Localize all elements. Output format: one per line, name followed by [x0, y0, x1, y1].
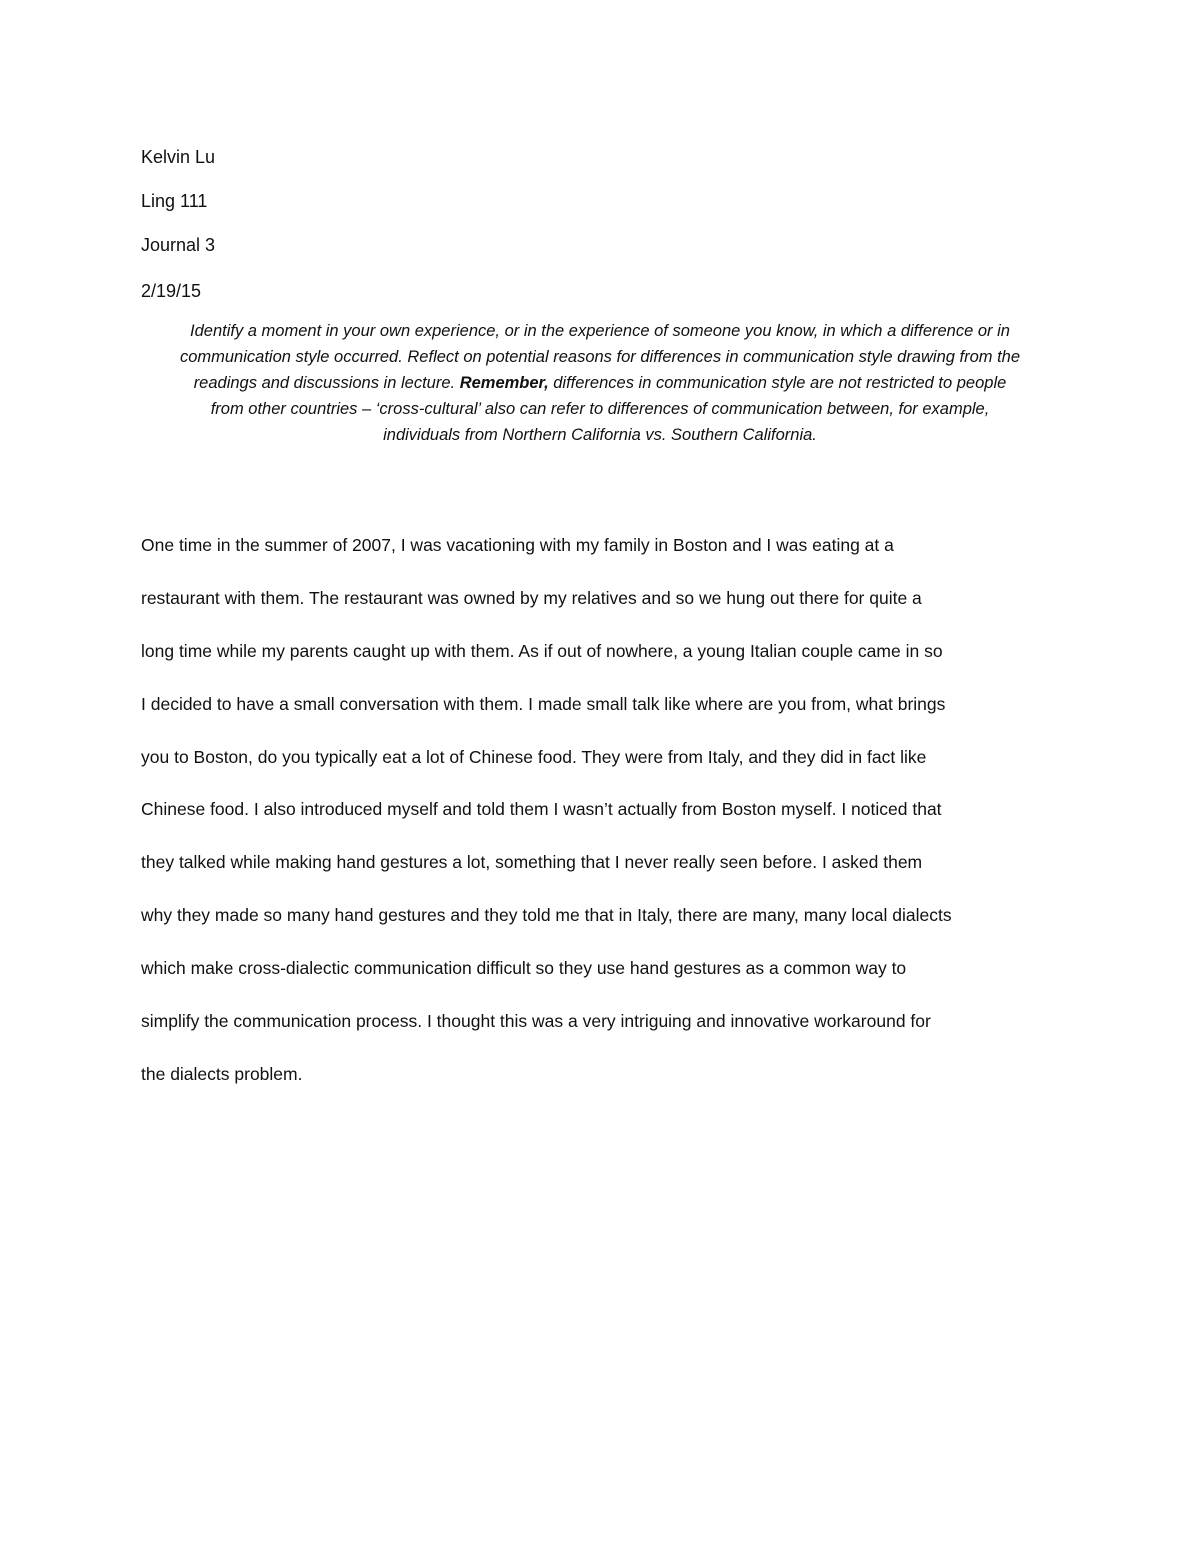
body-paragraph-line: simplify the communication process. I thought this was a very intriguing and innovative workaround for [141, 1011, 931, 1031]
prompt-line: from other countries – ‘cross-cultural’ also can refer to differences of communication between, for example, [210, 400, 990, 418]
body-paragraph-line: One time in the summer of 2007, I was vacationing with my family in Boston and I was eating at a [141, 535, 894, 555]
prompt-line: individuals from Northern California vs. Southern California. [383, 426, 817, 444]
body-paragraph-line: Chinese food. I also introduced myself and told them I wasn’t actually from Boston myself. I noticed that [141, 799, 942, 819]
assignment-date: 2/19/15 [141, 281, 202, 301]
prompt-text: differences in communication style are not restricted to people [548, 374, 1007, 392]
prompt-line: communication style occurred. Reflect on potential reasons for differences in communication style drawing from the [179, 348, 1021, 366]
body-paragraph-line: restaurant with them. The restaurant was owned by my relatives and so we hung out there for quite a [141, 588, 922, 608]
body-paragraph-line: which make cross-dialectic communication difficult so they use hand gestures as a common way to [141, 958, 907, 978]
body-paragraph-line: long time while my parents caught up with them. As if out of nowhere, a young Italian couple came in so [141, 641, 943, 661]
body-paragraph-line: the dialects problem. [141, 1064, 303, 1084]
course-name: Ling 111 [141, 191, 208, 211]
prompt-text: readings and discussions in lecture. [193, 374, 456, 392]
assignment-title: Journal 3 [141, 235, 216, 255]
body-paragraph-line: they talked while making hand gestures a lot, something that I never really seen before. I asked them [141, 852, 923, 872]
prompt-emphasis: Remember, [459, 374, 549, 392]
assignment-prompt [130, 318, 1070, 448]
prompt-line: Identify a moment in your own experience, or in the experience of someone you know, in which a difference or in [190, 322, 1010, 340]
body-paragraph-line: I decided to have a small conversation with them. I made small talk like where are you from, what brings [141, 694, 946, 714]
body-paragraph-line: you to Boston, do you typically eat a lot of Chinese food. They were from Italy, and they did in fact like [141, 747, 927, 767]
author-name: Kelvin Lu [141, 147, 216, 167]
body-paragraph-line: why they made so many hand gestures and they told me that in Italy, there are many, many local dialects [141, 905, 952, 925]
prompt-line [130, 370, 1070, 396]
